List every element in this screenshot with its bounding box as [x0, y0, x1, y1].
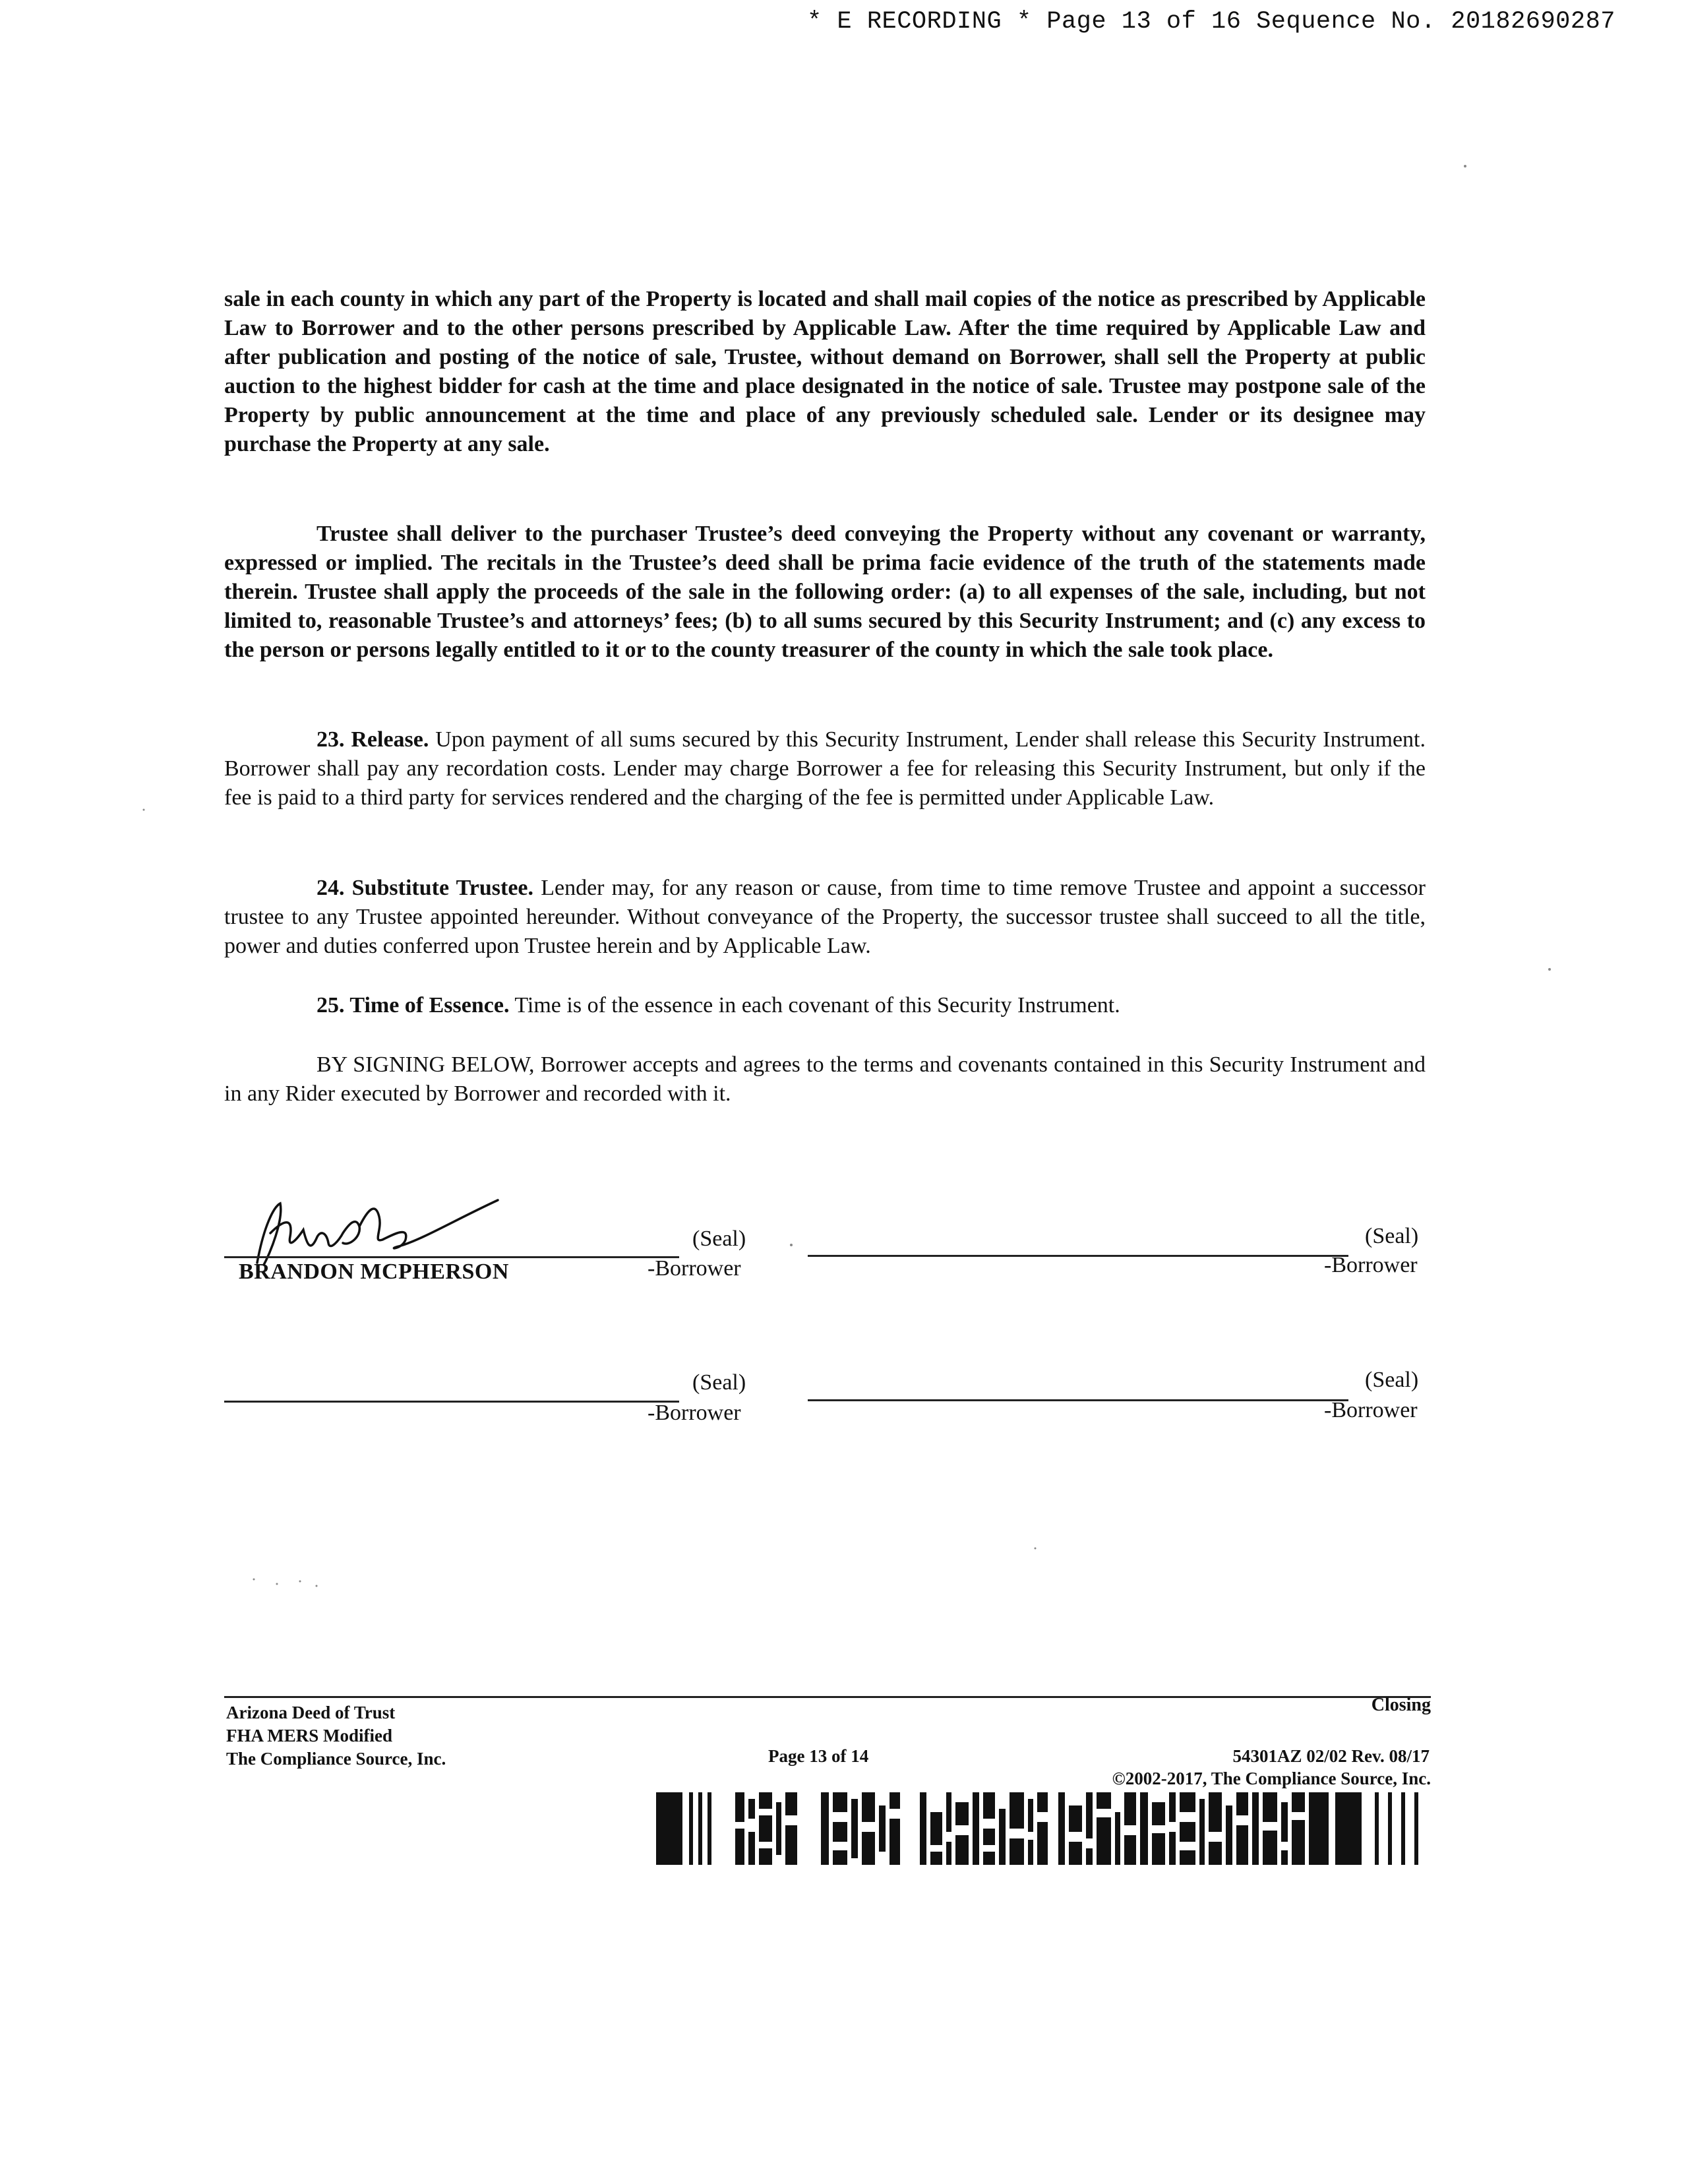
borrower-label-3: -Borrower	[648, 1401, 741, 1425]
seal-label-1: (Seal)	[692, 1227, 746, 1251]
footer-copyright: ©2002-2017, The Compliance Source, Inc.	[1112, 1769, 1431, 1788]
paragraph-sale-notice: sale in each county in which any part of the Property is located and shall mail copies of the notice as prescribed by Applicable Law to Borrower and to the other persons prescribed by Applicable Law. After the time required by Applicable Law and after publication and posting of the notice of sale, Trustee, without demand on Borrower, shall sell the Property at public auction to the highest bidder for cash at the time and place designated in the notice of sale. Trustee may postpone sale of the Property by public announcement at the time and place of any previously scheduled sale. Lender or its designee may purchase the Property at any sale.	[224, 287, 1426, 456]
time-of-essence-text: Time is of the essence in each covenant of this Security Instrument.	[509, 993, 1120, 1017]
paragraph-time-of-essence	[224, 991, 1426, 1020]
substitute-trustee-text: Lender may, for any reason or cause, from time to time remove Trustee and appoint a successor trustee to any Trustee appointed hereunder. Without conveyance of the Property, the successor trustee shall succeed to all the title, power and duties conferred upon Trustee herein and by Applicable Law.	[224, 876, 1426, 958]
seal-label-3: (Seal)	[692, 1370, 746, 1395]
barcode-image	[656, 1792, 1431, 1865]
borrower-label-2: -Borrower	[1324, 1253, 1418, 1277]
footer-form-number: 54301AZ 02/02 Rev. 08/17	[1232, 1746, 1430, 1766]
footer-page-number: Page 13 of 14	[768, 1746, 869, 1766]
footer-form-title-1: Arizona Deed of Trust	[226, 1703, 396, 1722]
substitute-trustee-heading: 24. Substitute Trustee.	[316, 876, 534, 900]
borrower-label-1: -Borrower	[648, 1256, 741, 1281]
paragraph-release	[224, 725, 1426, 812]
footer-form-title-2: FHA MERS Modified	[226, 1726, 393, 1745]
paragraph-substitute-trustee	[224, 874, 1426, 961]
seal-label-4: (Seal)	[1365, 1368, 1419, 1392]
borrower-label-4: -Borrower	[1324, 1398, 1418, 1422]
footer-form-title-3: The Compliance Source, Inc.	[226, 1749, 446, 1769]
paragraph-signing-statement: BY SIGNING BELOW, Borrower accepts and agrees to the terms and covenants contained in this Security Instrument and in any Rider executed by Borrower and recorded with it.	[224, 1052, 1426, 1106]
footer-closing: Closing	[1371, 1695, 1431, 1715]
signature-line-4	[808, 1399, 1348, 1401]
footer-form-title	[226, 1701, 446, 1771]
signer-name: BRANDON MCPHERSON	[239, 1259, 509, 1284]
paragraph-trustee-deed: Trustee shall deliver to the purchaser Trustee’s deed conveying the Property without any covenant or warranty, expressed or implied. The recitals in the Trustee’s deed shall be prima facie evidence of the truth of the statements made therein. Trustee shall apply the proceeds of the sale in the following order: (a) to all expenses of the sale, including, but not limited to, reasonable Trustee’s and attorneys’ fees; (b) to all sums secured by this Security Instrument; and (c) any excess to the person or persons legally entitled to it or to the county treasurer of the county in which the sale took place.	[224, 522, 1426, 662]
signature-line-2	[808, 1255, 1348, 1257]
time-of-essence-heading: 25. Time of Essence.	[316, 993, 510, 1017]
signature-line-1	[224, 1256, 679, 1258]
release-text: Upon payment of all sums secured by this Security Instrument, Lender shall release this Security Instrument. Borrower shall pay any recordation costs. Lender may charge Borrower a fee for releasing this Security Instrument, but only if the fee is paid to a third party for services rendered and the charging of the fee is permitted under Applicable Law.	[224, 727, 1426, 810]
signature-line-3	[224, 1401, 679, 1403]
release-heading: 23. Release.	[316, 727, 429, 752]
recording-header: * E RECORDING * Page 13 of 16 Sequence No. 20182690287	[807, 8, 1615, 36]
seal-label-2: (Seal)	[1365, 1224, 1419, 1248]
footer-divider	[224, 1696, 1431, 1698]
